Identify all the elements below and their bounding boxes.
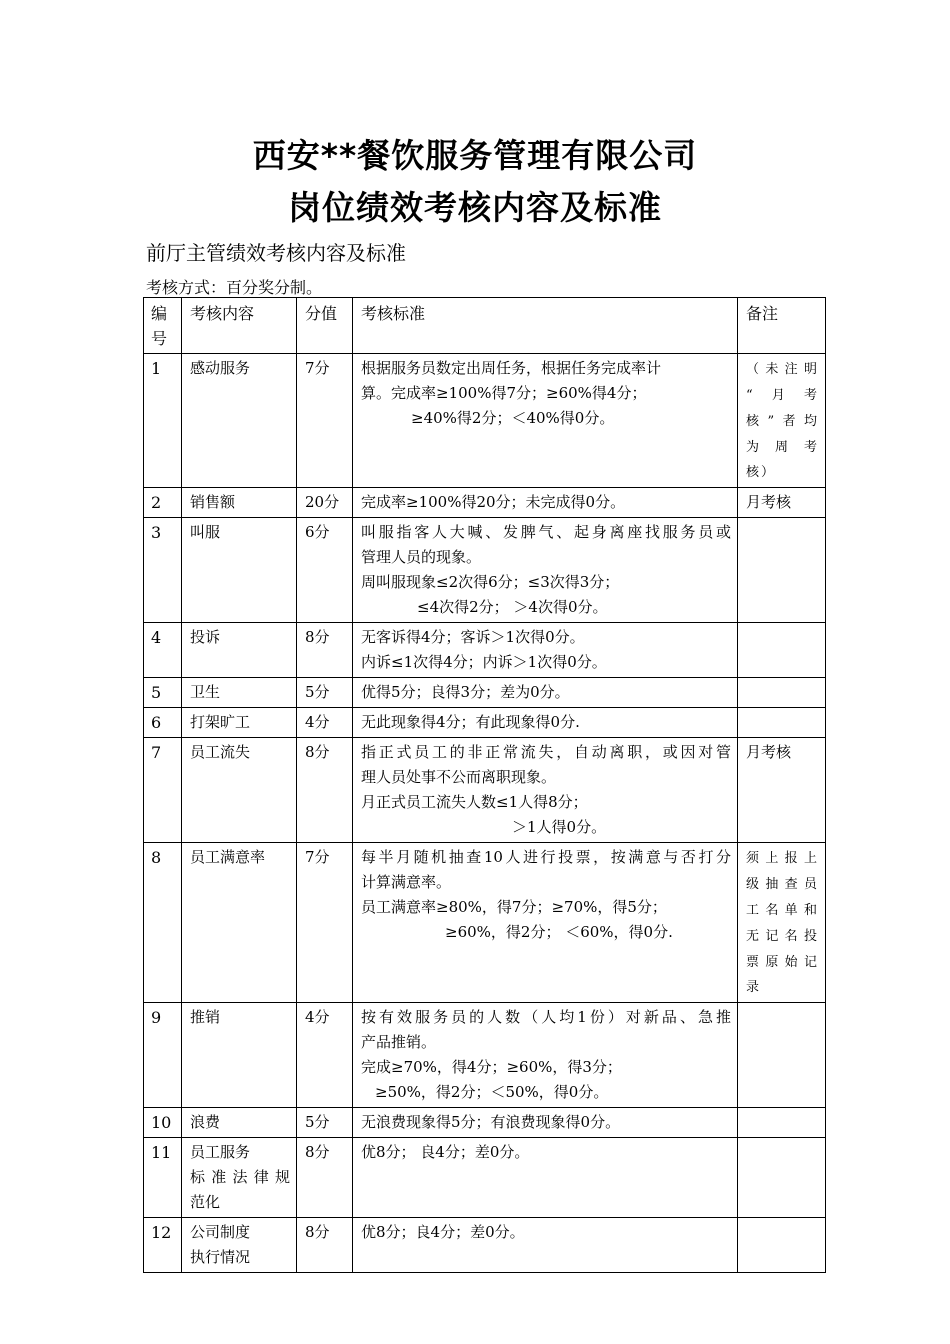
row-score: 7分	[297, 354, 353, 488]
row-standard	[353, 518, 738, 623]
row-score: 4分	[297, 1003, 353, 1108]
standard-line: 指正式员工的非正常流失，自动离职，或因对管	[361, 743, 731, 761]
remark-line: 月考核	[746, 493, 792, 511]
remark-line: 月考核	[746, 743, 792, 761]
row-number: 12	[144, 1218, 182, 1273]
row-standard	[353, 708, 738, 738]
standard-line: ≥60%，得2分； ＜60%，得0分.	[445, 923, 673, 941]
row-number: 1	[144, 354, 182, 488]
row-remark	[738, 1003, 826, 1108]
row-number: 9	[144, 1003, 182, 1108]
row-number: 8	[144, 843, 182, 1003]
table-row	[144, 1003, 826, 1108]
standard-line: 按有效服务员的人数（人均1份）对新品、急推	[361, 1008, 731, 1026]
content-line: 浪费	[190, 1113, 221, 1131]
row-content	[182, 1108, 297, 1138]
table-row	[144, 1108, 826, 1138]
header-content: 考核内容	[182, 298, 297, 354]
standard-line: 周叫服现象≤2次得6分；≤3次得3分；	[361, 573, 620, 591]
content-line: 打架旷工	[190, 713, 251, 731]
row-content	[182, 623, 297, 678]
table-row	[144, 708, 826, 738]
row-standard	[353, 1108, 738, 1138]
row-remark	[738, 843, 826, 1003]
row-score: 5分	[297, 678, 353, 708]
header-no: 编 号	[144, 298, 182, 354]
standard-line: ≥50%，得2分；＜50%，得0分。	[375, 1083, 609, 1101]
remark-line: 须上报上	[746, 851, 819, 866]
row-remark	[738, 738, 826, 843]
row-standard	[353, 623, 738, 678]
row-content	[182, 1138, 297, 1218]
row-remark	[738, 354, 826, 488]
row-score: 20分	[297, 488, 353, 518]
row-remark	[738, 623, 826, 678]
standard-line: ≤4次得2分； ＞4次得0分。	[417, 598, 608, 616]
remark-line: 票原始记	[746, 955, 819, 970]
standard-line: ＞1人得0分。	[512, 818, 607, 836]
table-row	[144, 354, 826, 488]
remark-line: 为周考	[746, 440, 819, 455]
standard-line: ≥40%得2分；＜40%得0分。	[411, 409, 615, 427]
standard-line: 根据服务员数定出周任务，根据任务完成率计	[361, 359, 662, 377]
content-line: 员工服务	[190, 1143, 251, 1161]
content-line: 卫生	[190, 683, 221, 701]
content-line: 范化	[190, 1193, 221, 1211]
row-content	[182, 738, 297, 843]
standard-line: 算。完成率≥100%得7分；≥60%得4分；	[361, 384, 647, 402]
table-row	[144, 518, 826, 623]
standard-line: 优8分；良4分；差0分。	[361, 1223, 525, 1241]
header-remark: 备注	[738, 298, 826, 354]
content-line: 员工流失	[190, 743, 251, 761]
row-score: 4分	[297, 708, 353, 738]
content-line: 标准法律规	[190, 1168, 290, 1186]
remark-line: 核”者均	[746, 414, 819, 429]
row-score: 7分	[297, 843, 353, 1003]
standard-line: 内诉≤1次得4分；内诉＞1次得0分。	[361, 653, 607, 671]
row-standard	[353, 1003, 738, 1108]
row-number: 5	[144, 678, 182, 708]
section-heading: 前厅主管绩效考核内容及标准	[146, 241, 406, 265]
row-number: 3	[144, 518, 182, 623]
row-score: 8分	[297, 623, 353, 678]
table-row	[144, 738, 826, 843]
row-content	[182, 1218, 297, 1273]
row-standard	[353, 1138, 738, 1218]
row-number: 7	[144, 738, 182, 843]
standard-line: 无浪费现象得5分；有浪费现象得0分。	[361, 1113, 621, 1131]
row-standard	[353, 678, 738, 708]
content-line: 员工满意率	[190, 848, 266, 866]
row-standard	[353, 488, 738, 518]
table-row	[144, 1138, 826, 1218]
standard-line: 无客诉得4分；客诉＞1次得0分。	[361, 628, 585, 646]
row-remark	[738, 1108, 826, 1138]
table-row	[144, 623, 826, 678]
remark-line: 无记名投	[746, 929, 819, 944]
row-score: 8分	[297, 1138, 353, 1218]
row-number: 11	[144, 1138, 182, 1218]
content-line: 叫服	[190, 523, 221, 541]
remark-line: 核）	[746, 465, 777, 480]
content-line: 销售额	[190, 493, 236, 511]
assessment-table	[143, 297, 826, 1273]
remark-line: 录	[746, 980, 762, 995]
header-standard: 考核标准	[353, 298, 738, 354]
row-number: 6	[144, 708, 182, 738]
row-remark	[738, 518, 826, 623]
header-score: 分值	[297, 298, 353, 354]
row-remark	[738, 1218, 826, 1273]
standard-line: 月正式员工流失人数≤1人得8分；	[361, 793, 588, 811]
content-line: 感动服务	[190, 359, 251, 377]
row-number: 4	[144, 623, 182, 678]
document-subtitle: 岗位绩效考核内容及标准	[288, 188, 662, 227]
standard-line: 计算满意率。	[361, 873, 452, 891]
row-remark	[738, 1138, 826, 1218]
table-row	[144, 678, 826, 708]
row-content	[182, 1003, 297, 1108]
row-standard	[353, 843, 738, 1003]
content-line: 投诉	[190, 628, 221, 646]
remark-line: 工名单和	[746, 903, 819, 918]
row-content	[182, 843, 297, 1003]
row-score: 6分	[297, 518, 353, 623]
row-number: 2	[144, 488, 182, 518]
row-content	[182, 678, 297, 708]
standard-line: 完成率≥100%得20分；未完成得0分。	[361, 493, 626, 511]
row-standard	[353, 354, 738, 488]
row-standard	[353, 738, 738, 843]
row-score: 5分	[297, 1108, 353, 1138]
table-header-row	[144, 298, 826, 354]
row-content	[182, 518, 297, 623]
assessment-method: 考核方式：百分奖分制。	[146, 278, 323, 297]
table-row	[144, 488, 826, 518]
row-standard	[353, 1218, 738, 1273]
row-remark	[738, 708, 826, 738]
standard-line: 无此现象得4分；有此现象得0分.	[361, 713, 580, 731]
row-content	[182, 354, 297, 488]
standard-line: 优得5分；良得3分；差为0分。	[361, 683, 570, 701]
row-score: 8分	[297, 738, 353, 843]
row-remark	[738, 678, 826, 708]
row-number: 10	[144, 1108, 182, 1138]
standard-line: 产品推销。	[361, 1033, 437, 1051]
table-row	[144, 1218, 826, 1273]
table-row	[144, 843, 826, 1003]
content-line: 执行情况	[190, 1248, 251, 1266]
standard-line: 管理人员的现象。	[361, 548, 482, 566]
row-remark	[738, 488, 826, 518]
row-content	[182, 488, 297, 518]
standard-line: 叫服指客人大喊、发脾气、起身离座找服务员或	[361, 523, 731, 541]
remark-line: 级抽查员	[746, 877, 819, 892]
row-content	[182, 708, 297, 738]
standard-line: 优8分； 良4分；差0分。	[361, 1143, 530, 1161]
document-title: 西安**餐饮服务管理有限公司	[252, 136, 698, 175]
content-line: 推销	[190, 1008, 221, 1026]
remark-line: “月考	[746, 388, 819, 403]
content-line: 公司制度	[190, 1223, 251, 1241]
standard-line: 员工满意率≥80%，得7分；≥70%，得5分；	[361, 898, 667, 916]
standard-line: 理人员处事不公而离职现象。	[361, 768, 557, 786]
standard-line: 完成≥70%，得4分；≥60%，得3分；	[361, 1058, 622, 1076]
remark-line: （未注明	[746, 362, 819, 377]
row-score: 8分	[297, 1218, 353, 1273]
standard-line: 每半月随机抽查10人进行投票，按满意与否打分	[361, 848, 731, 866]
